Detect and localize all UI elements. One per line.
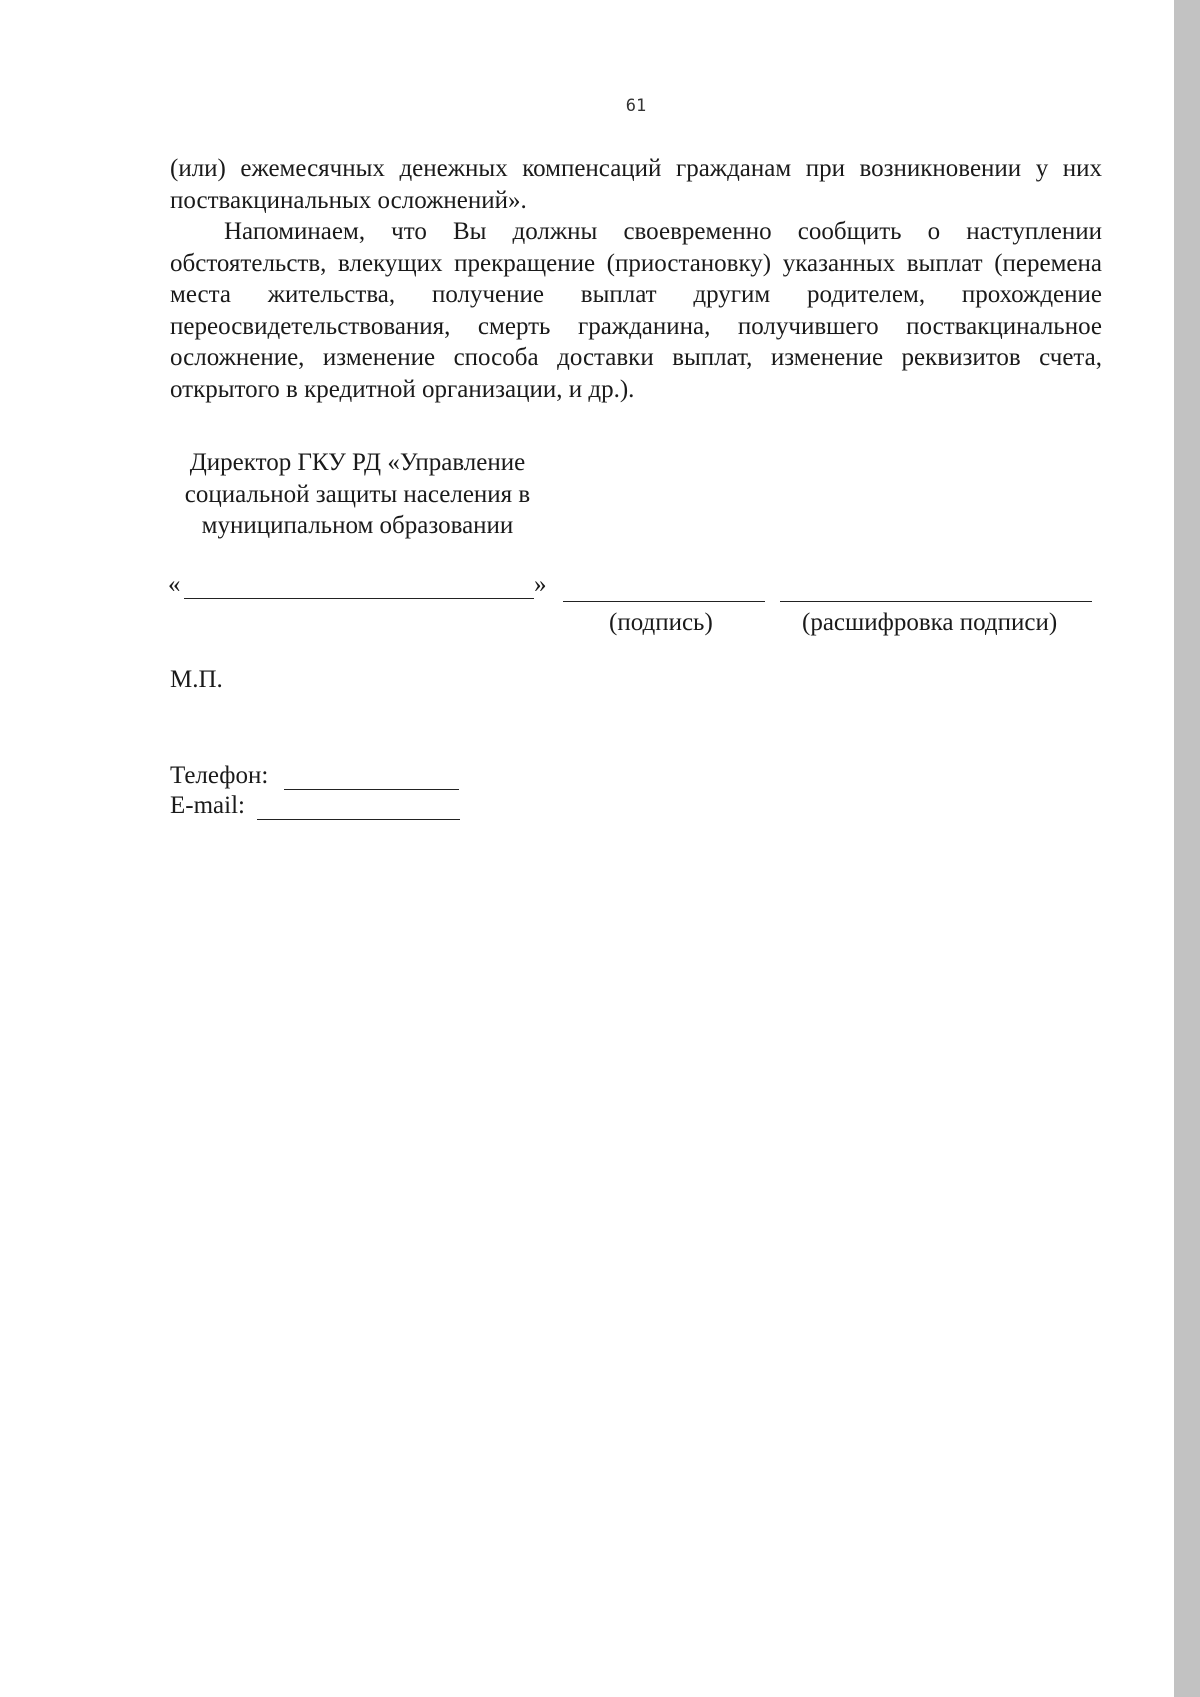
director-title — [165, 447, 550, 542]
body-paragraph-1: (или) ежемесячных денежных компенсаций гражданам при возникновении у них поствакцинальных осложнений». — [170, 155, 1102, 214]
date-quote-open: « — [168, 571, 181, 598]
email-label: E-mail: — [170, 792, 245, 819]
body-paragraph-2: Напоминаем, что Вы должны своевременно сообщить о наступлении обстоятельств, влекущих прекращение (приостановку) указанных выплат (перемена места жительства, получение выплат другим родителем, прохождение переосвидетельствования, смерть гражданина, получившего поствакцинальное осложнение, изменение способа доставки выплат, изменение реквизитов счета, открытого в кредитной организации, и др.). — [170, 218, 1102, 403]
date-blank-line — [184, 598, 534, 599]
signature-caption: (подпись) — [609, 609, 713, 636]
phone-blank-line — [284, 789, 459, 790]
signature-decode-caption: (расшифровка подписи) — [802, 609, 1058, 636]
seal-label: М.П. — [170, 666, 223, 693]
signature-blank-line — [563, 601, 765, 602]
date-quote-close: » — [534, 571, 547, 598]
page-number: 61 — [625, 96, 647, 116]
director-title-line-1: Директор ГКУ РД «Управление — [189, 449, 526, 476]
director-title-line-3: муниципальном образовании — [201, 512, 514, 539]
email-blank-line — [257, 819, 460, 820]
signature-decode-blank-line — [780, 601, 1092, 602]
director-title-line-2: социальной защиты населения в — [184, 480, 531, 508]
scan-edge-shadow — [1174, 0, 1200, 1697]
phone-label: Телефон: — [170, 762, 269, 789]
